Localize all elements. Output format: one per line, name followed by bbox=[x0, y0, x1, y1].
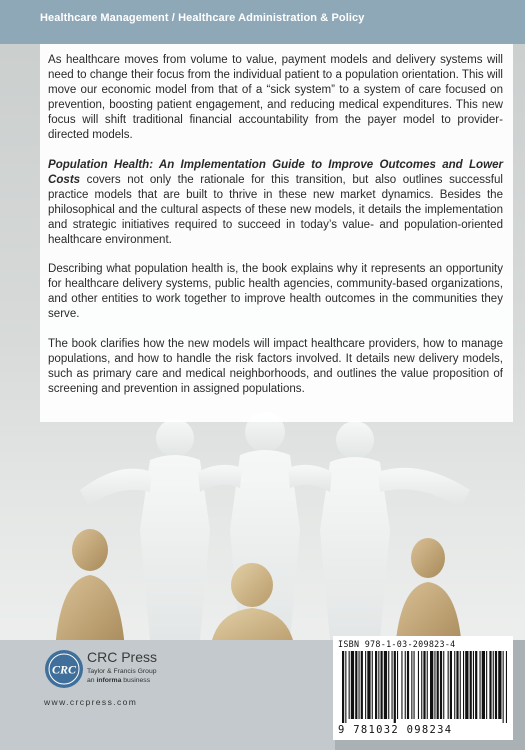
crc-press-logo-icon bbox=[44, 648, 84, 690]
publisher-url: www.crcpress.com bbox=[44, 697, 138, 707]
book-description bbox=[48, 53, 503, 411]
barcode-icon bbox=[338, 651, 510, 723]
description-paragraph-1: As healthcare moves from volume to value, payment models and delivery systems will need to change their focus from the individual patient to a population orientation. This will move our economic model from that of a “sick system” to a system of care focused on prevention, boosting patient engagement, and reducing medical expenditures. This new focus will shift traditional financial accountability from the payer model to provider-directed models. bbox=[48, 54, 503, 142]
description-paragraph-3: Describing what population health is, the book explains why it represents an opportunity for healthcare delivery systems, public health agencies, community-based organizations, and other entities to work together to improve health outcomes in the communities they serve. bbox=[48, 263, 503, 321]
publisher-affiliation: an informa business bbox=[87, 677, 151, 684]
publisher-group: Taylor & Francis Group bbox=[87, 668, 157, 675]
subject-category: Healthcare Management / Healthcare Administration & Policy bbox=[40, 12, 365, 24]
description-paragraph-2-text: covers not only the rationale for this transition, but also outlines successful practice models that are built to thrive in these new market dynamics. Besides the philosophical and the cultural aspects of these new models, it details the implementation and strategic initiatives required to succeed in today’s value- and population-oriented healthcare environment. bbox=[48, 173, 503, 247]
description-paragraph-2 bbox=[48, 158, 503, 249]
book-title: Population Health: An Implementation Guide to Improve Outcomes and Lower Costs bbox=[48, 158, 503, 186]
publisher-name: CRC Press bbox=[87, 649, 158, 665]
logo-text: CRC bbox=[51, 662, 77, 677]
isbn-number: ISBN 978-1-03-209823-4 bbox=[338, 639, 456, 649]
barcode-digits: 9 781032 098234 bbox=[338, 724, 453, 736]
description-paragraph-4: The book clarifies how the new models will impact healthcare providers, how to manage populations, and how to handle the risk factors involved. It details new delivery models, such as primary care and medical neighborhoods, and outlines the value proposition of screening and prevention in assigned populations. bbox=[48, 337, 503, 395]
